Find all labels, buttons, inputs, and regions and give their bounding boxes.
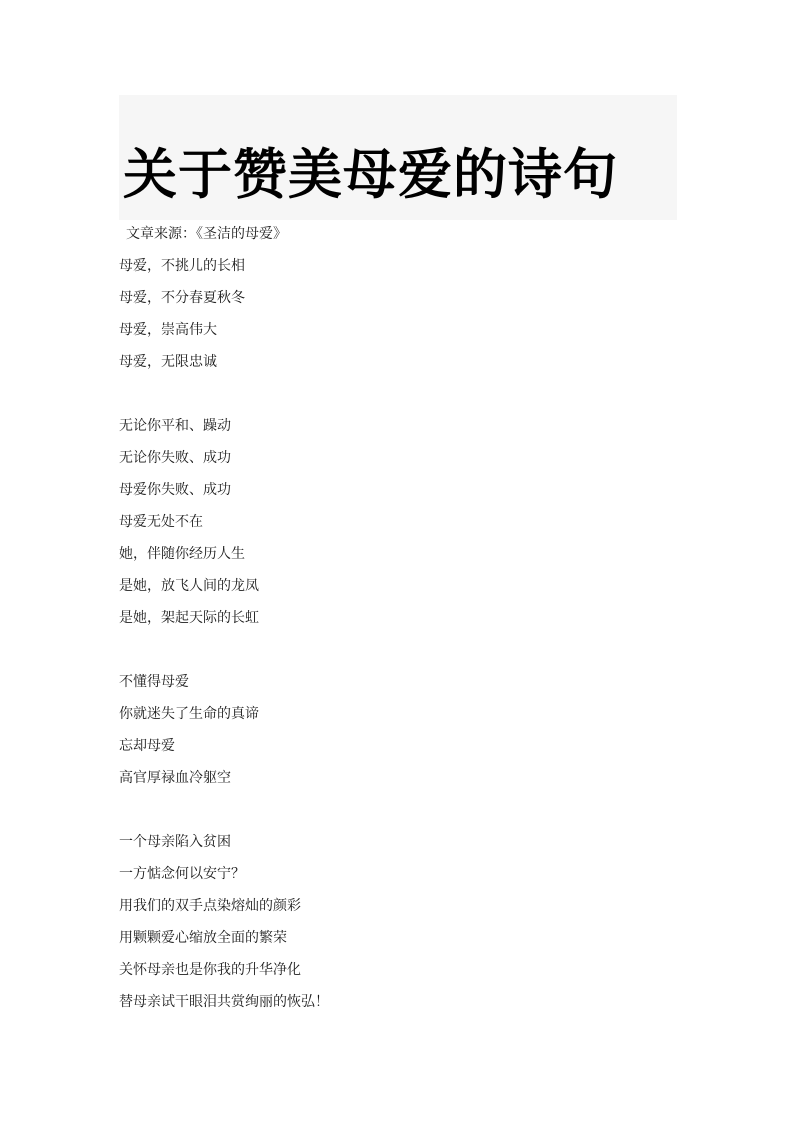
poem-line: 关怀母亲也是你我的升华净化	[119, 962, 301, 978]
poem-line: 是她，架起天际的长虹	[119, 610, 259, 626]
poem-line: 无论你平和、躁动	[119, 418, 231, 434]
poem-line: 母爱无处不在	[119, 514, 203, 530]
poem-line: 一个母亲陷入贫困	[119, 834, 231, 850]
poem-line: 替母亲试干眼泪共赏绚丽的恢弘！	[119, 994, 329, 1010]
stanza-1	[119, 256, 329, 384]
poem-line: 无论你失败、成功	[119, 450, 231, 466]
poem-line: 母爱，不分春夏秋冬	[119, 290, 245, 306]
poem-line: 高官厚禄血冷躯空	[119, 770, 231, 786]
poem-line: 她，伴随你经历人生	[119, 546, 245, 562]
poem-line: 母爱你失败、成功	[119, 482, 231, 498]
stanza-3	[119, 672, 329, 800]
article-source: 文章来源：《圣洁的母爱》	[126, 226, 287, 242]
poem-line: 不懂得母爱	[119, 674, 189, 690]
poem-line: 母爱，无限忠诚	[119, 354, 217, 370]
poem-line: 一方惦念何以安宁？	[119, 866, 245, 882]
document-title: 关于赞美母爱的诗句	[123, 143, 618, 206]
poem-line: 母爱，崇高伟大	[119, 322, 217, 338]
poem-line: 忘却母爱	[119, 738, 175, 754]
stanza-2	[119, 416, 329, 640]
poem-line: 母爱，不挑儿的长相	[119, 258, 245, 274]
poem-line: 是她，放飞人间的龙凤	[119, 578, 259, 594]
poem-line: 用我们的双手点染熔灿的颜彩	[119, 898, 301, 914]
poem-line: 用颗颗爱心缩放全面的繁荣	[119, 930, 287, 946]
poem-body	[119, 256, 329, 1056]
poem-line: 你就迷失了生命的真谛	[119, 706, 259, 722]
stanza-4	[119, 832, 329, 1024]
